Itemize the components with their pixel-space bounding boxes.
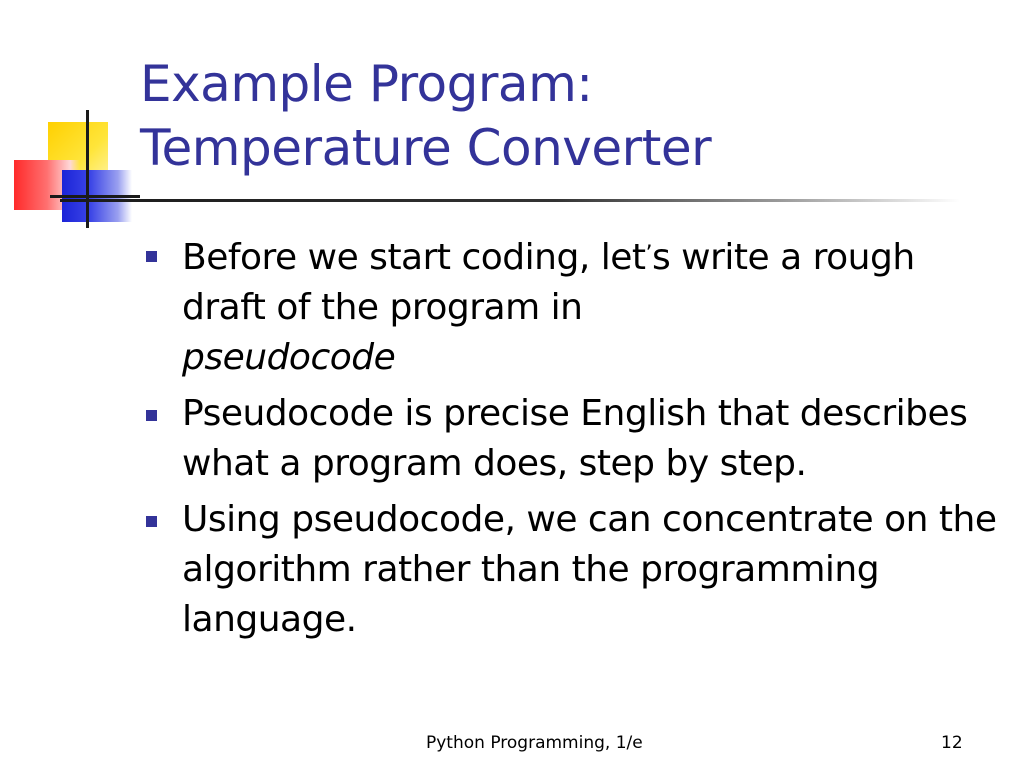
bullet-text: Using pseudocode, we can concentrate on the algorithm rather than the programming language. [182, 499, 997, 640]
bullet-text: Pseudocode is precise English that describes what a program does, step by step. [182, 393, 968, 484]
bullet-item [146, 389, 1006, 489]
bullet-apostrophe: ’ [645, 242, 652, 267]
page-number: 12 [941, 733, 963, 753]
footer-title: Python Programming, 1/e [426, 733, 643, 753]
bullet-italic-term: pseudocode [182, 337, 396, 378]
decorative-logo [0, 100, 150, 240]
bullet-text-continued: s write a rough draft of the program in [182, 237, 915, 328]
bullet-text: Before we start coding, let [182, 237, 646, 278]
title-divider [60, 199, 960, 202]
bullet-square-icon [146, 251, 157, 262]
bullet-square-icon [146, 410, 157, 421]
logo-horizontal-line [50, 195, 140, 198]
bullet-item [146, 230, 1006, 383]
slide-title-line2: Temperature Converter [140, 119, 712, 177]
logo-vertical-line [86, 110, 89, 228]
bullet-list [146, 230, 1006, 651]
bullet-item [146, 495, 1006, 645]
slide-title-line1: Example Program: [140, 55, 593, 113]
bullet-square-icon [146, 516, 157, 527]
slide-title [140, 52, 1000, 180]
